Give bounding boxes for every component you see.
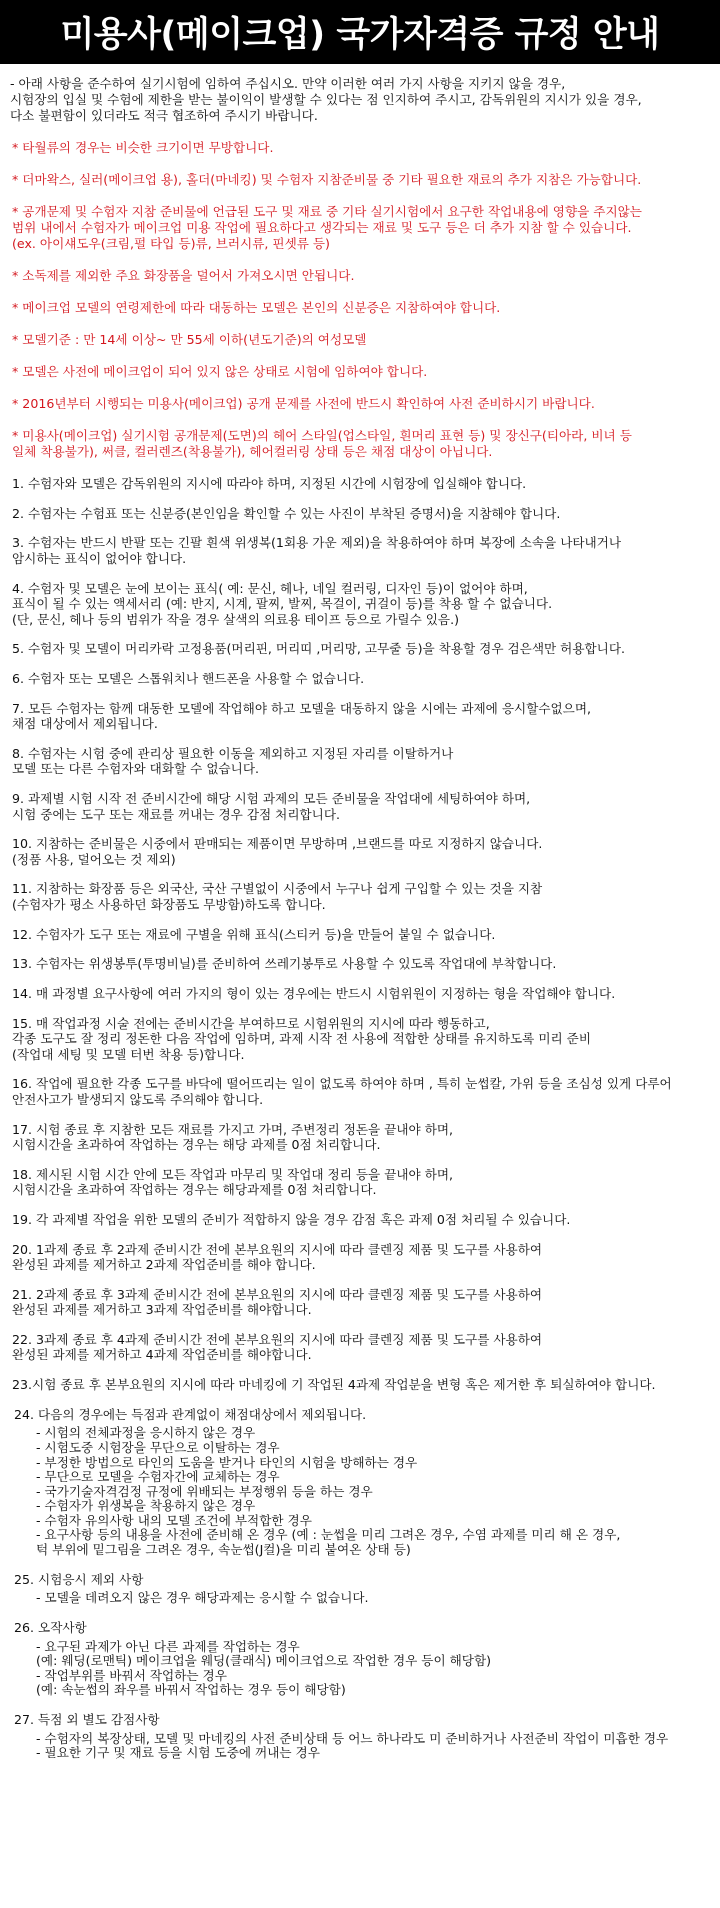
rule-item: 13. 수험자는 위생봉투(투명비닐)를 준비하여 쓰레기봉투로 사용할 수 있도록 작업대에 부착합니다. <box>12 956 557 972</box>
rule-item: 17. 시험 종료 후 지참한 모든 재료를 가지고 가며, 주변정리 정돈을 끝내야 하며, 시험시간을 초과하여 작업하는 경우는 해당 과제를 0점 처리합니다. <box>12 1121 454 1152</box>
rule-item: 19. 각 과제별 작업을 위한 모델의 준비가 적합하지 않을 경우 감점 혹은 과제 0점 처리될 수 있습니다. <box>12 1211 571 1227</box>
note-item: * 모델은 사전에 메이크업이 되어 있지 않은 상태로 시험에 임하여야 합니다. <box>12 364 428 379</box>
rule-item: 23.시험 종료 후 본부요원의 지시에 따라 마네킹에 기 작업된 4과제 작업분을 변형 혹은 제거한 후 퇴실하여야 합니다. <box>12 1377 656 1393</box>
rule-item: 18. 제시된 시험 시간 안에 모든 작업과 마무리 및 작업대 정리 등을 끝내야 하며, 시험시간을 초과하여 작업하는 경우는 해당과제를 0점 처리합니다. <box>12 1166 454 1198</box>
rule-24-items: - 시험의 전체과정을 응시하지 않은 경우 - 시험도중 시험장을 무단으로 이탈하는 경우 - 부정한 방법으로 타인의 도움을 받거나 타인의 시험을 방해하는 경우 - 무단으로 모델을 수험자간에 교체하는 경우 - 국가기술자격검정 규정에 위배되는 부정행위 등을 하는 경우 - 수험자가 위생복을 착용하지 않은 경우 - 수험자 유의사항 내의 모델 조건에 부적합한 경우 - 요구사항 등의 내용을 사전에 준비해 온 경우 (예 : 눈썹을 미리 그려온 경우, 수염 과제를 미리 해 온 경우, 턱 부위에 밑그림을 그려온 경우, 속눈썹(J컬)을 미리 붙여온 상태 등) <box>36 1425 621 1558</box>
document-body <box>0 64 720 1761</box>
page-title: 미용사(메이크업) 국가자격증 규정 안내 <box>0 0 720 64</box>
note-item: * 모델기준 : 만 14세 이상~ 만 55세 이하(년도기준)의 여성모델 <box>12 332 367 347</box>
rule-item: 14. 매 과정별 요구사항에 여러 가지의 형이 있는 경우에는 반드시 시험위원이 지정하는 형을 작업해야 합니다. <box>12 985 616 1001</box>
rule-24-group <box>12 1407 710 1558</box>
rule-27-items: - 수험자의 복장상태, 모델 및 마네킹의 사전 준비상태 등 어느 하나라도 미 준비하거나 사전준비 작업이 미흡한 경우 - 필요한 기구 및 재료 등을 시험 도중에 꺼내는 경우 <box>36 1730 669 1761</box>
note-item: * 미용사(메이크업) 실기시험 공개문제(도면)의 헤어 스타일(업스타일, 흰머리 표현 등) 및 장신구(티아라, 비녀 등 일체 착용불가), 써클, 컬러렌즈(착용불가), 헤어컬러링 상태 등은 채점 대상이 아닙니다. <box>12 428 632 459</box>
rule-26-heading: 26. 오작사항 <box>14 1620 87 1636</box>
rule-25-items: - 모델을 데려오지 않은 경우 해당과제는 응시할 수 없습니다. <box>36 1590 369 1606</box>
rule-26-items: - 요구된 과제가 아닌 다른 과제를 작업하는 경우 (예: 웨딩(로맨틱) 메이크업을 웨딩(클래식) 메이크업으로 작업한 경우 등이 해당함) - 작업부위를 바꿔서 작업하는 경우 (예: 속눈썹의 좌우를 바꿔서 작업하는 경우 등이 해당함) <box>36 1638 492 1698</box>
rule-item: 22. 3과제 종료 후 4과제 준비시간 전에 본부요원의 지시에 따라 클렌징 제품 및 도구를 사용하여 완성된 과제를 제거하고 4과제 작업준비를 해야합니다. <box>12 1331 543 1363</box>
rule-item: 21. 2과제 종료 후 3과제 준비시간 전에 본부요원의 지시에 따라 클렌징 제품 및 도구를 사용하여 완성된 과제를 제거하고 3과제 작업준비를 해야합니다. <box>12 1286 543 1318</box>
rule-item: 3. 수험자는 반드시 반팔 또는 긴팔 흰색 위생복(1회용 가운 제외)을 착용하여야 하며 복장에 소속을 나타내거나 암시하는 표식이 없어야 합니다. <box>12 535 622 566</box>
rule-item: 6. 수험자 또는 모델은 스톱워치나 핸드폰을 사용할 수 없습니다. <box>12 670 365 686</box>
rule-27-group <box>12 1712 710 1761</box>
rule-item: 1. 수험자와 모델은 감독위원의 지시에 따라야 하며, 지정된 시간에 시험장에 입실해야 합니다. <box>12 476 527 491</box>
rule-26-group <box>12 1620 710 1698</box>
notes-section <box>10 140 710 460</box>
rule-item: 12. 수험자가 도구 또는 재료에 구별을 위해 표식(스티커 등)을 만들어 붙일 수 없습니다. <box>12 926 496 942</box>
note-item: * 소독제를 제외한 주요 화장품을 덜어서 가져오시면 안됩니다. <box>12 268 355 283</box>
note-item: * 공개문제 및 수험자 지참 준비물에 언급된 도구 및 재료 중 기타 실기시험에서 요구한 작업내용에 영향을 주지않는 범위 내에서 수험자가 메이크업 미용 작업에 필요하다고 생각되는 재료 및 도구 등은 더 추가 지참 할 수 있습니다. (ex. 아이섀도우(크림,펄 타입 등)류, 브러시류, 핀셋류 등) <box>12 204 642 251</box>
note-item: * 메이크업 모델의 연령제한에 따라 대동하는 모델은 본인의 신분증은 지참하여야 합니다. <box>12 300 501 315</box>
rule-25-group <box>12 1572 710 1606</box>
rule-item: 4. 수험자 및 모델은 눈에 보이는 표식( 예: 문신, 헤나, 네일 컬러링, 디자인 등)이 없어야 하며, 표식이 될 수 있는 액세서리 (예: 반지, 시계, 팔찌, 발찌, 목걸이, 귀걸이 등)를 착용 할 수 없습니다. (단, 문신, 헤나 등의 범위가 작을 경우 살색의 의료용 테이프 등으로 가릴수 있음.) <box>12 580 553 627</box>
rule-item: 8. 수험자는 시험 중에 관리상 필요한 이동을 제외하고 지정된 자리를 이탈하거나 모델 또는 다른 수험자와 대화할 수 없습니다. <box>12 745 454 777</box>
note-item: * 타월류의 경우는 비슷한 크기이면 무방합니다. <box>12 140 274 155</box>
note-item: * 더마왁스, 실러(메이크업 용), 홀더(마네킹) 및 수험자 지참준비물 중 기타 필요한 재료의 추가 지참은 가능합니다. <box>12 172 642 187</box>
rule-item: 10. 지참하는 준비물은 시중에서 판매되는 제품이면 무방하며 ,브랜드를 따로 지정하지 않습니다. (정품 사용, 덜어오는 것 제외) <box>12 836 543 867</box>
rule-item: 11. 지참하는 화장품 등은 외국산, 국산 구별없이 시중에서 누구나 쉽게 구입할 수 있는 것을 지참 (수험자가 평소 사용하던 화장품도 무방함)하도록 합니다. <box>12 881 543 912</box>
rule-item: 9. 과제별 시험 시작 전 준비시간에 해당 시험 과제의 모든 준비물을 작업대에 세팅하여야 하며, 시험 중에는 도구 또는 재료를 꺼내는 경우 감점 처리합니다. <box>12 791 531 822</box>
rule-item: 15. 매 작업과정 시술 전에는 준비시간을 부여하므로 시험위원의 지시에 따라 행동하고, 각종 도구도 잘 정리 정돈한 다음 작업에 임하며, 과제 시작 전 사용에 적합한 상태를 유지하도록 미리 준비 (작업대 세팅 및 모델 터번 착용 등)합니다. <box>12 1015 592 1062</box>
rules-section <box>10 476 710 1761</box>
note-item: * 2016년부터 시행되는 미용사(메이크업) 공개 문제를 사전에 반드시 확인하여 사전 준비하시기 바랍니다. <box>12 396 595 411</box>
rule-item: 2. 수험자는 수험표 또는 신분증(본인임을 확인할 수 있는 사진이 부착된 증명서)을 지참해야 합니다. <box>12 505 561 521</box>
intro-text: - 아래 사항을 준수하여 실기시험에 임하여 주십시오. 만약 이러한 여러 가지 사항을 지키지 않을 경우, 시험장의 입실 및 수험에 제한을 받는 불이익이 발생할 수 있다는 점 인지하여 주시고, 감독위원의 지시가 있을 경우, 다소 불편함이 있더라도 적극 협조하여 주시기 바랍니다. <box>10 76 642 123</box>
rule-25-heading: 25. 시험응시 제외 사항 <box>14 1571 144 1587</box>
rule-item: 20. 1과제 종료 후 2과제 준비시간 전에 본부요원의 지시에 따라 클렌징 제품 및 도구를 사용하여 완성된 과제를 제거하고 2과제 작업준비를 해야 합니다. <box>12 1241 543 1273</box>
rule-24-heading: 24. 다음의 경우에는 득점과 관계없이 채점대상에서 제외됩니다. <box>14 1406 367 1422</box>
rule-item: 16. 작업에 필요한 각종 도구를 바닥에 떨어뜨리는 일이 없도록 하여야 하며 , 특히 눈썹칼, 가위 등을 조심성 있게 다루어 안전사고가 발생되지 않도록 주의해야 합니다. <box>12 1076 672 1107</box>
rule-27-heading: 27. 득점 외 별도 감점사항 <box>14 1712 160 1728</box>
rule-item: 7. 모든 수험자는 함께 대동한 모델에 작업해야 하고 모델을 대동하지 않을 시에는 과제에 응시할수없으며, 채점 대상에서 제외됩니다. <box>12 700 592 732</box>
rule-item: 5. 수험자 및 모델이 머리카락 고정용품(머리핀, 머리띠 ,머리망, 고무줄 등)을 착용할 경우 검은색만 허용합니다. <box>12 641 626 657</box>
